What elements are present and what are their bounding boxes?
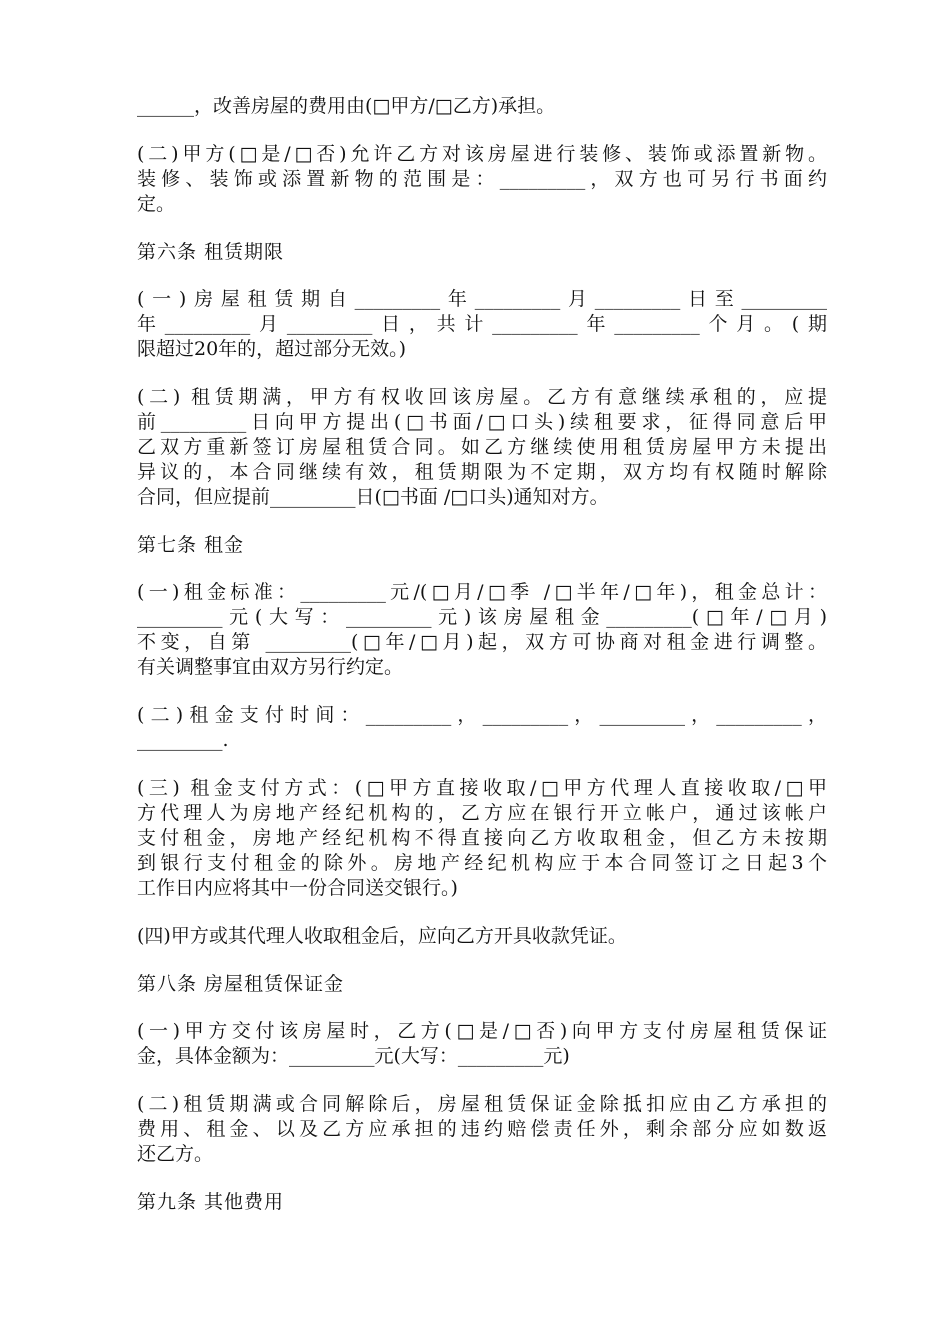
text-line: 定。 <box>137 193 176 215</box>
article-9-heading <box>137 1190 827 1215</box>
text-line: 还乙方。 <box>137 1143 214 1165</box>
text-line: 装修、装饰或添置新物的范围是：_________，双方也可另行书面约 <box>137 168 827 190</box>
text-line: (一)房屋租赁期自_________年_________月_________日至_________ <box>137 288 827 310</box>
text-line: 乙双方重新签订房屋租赁合同。如乙方继续使用租赁房屋甲方未提出 <box>137 436 827 458</box>
text-line: (一)租金标准：_________元/(□月/□季 /□半年/□年)，租金总计： <box>137 581 827 603</box>
text-line: 费用、租金、以及乙方应承担的违约赔偿责任外，剩余部分应如数返 <box>137 1118 827 1140</box>
section-heading: 第七条 租金 <box>137 534 245 556</box>
text-line: (三) 租金支付方式：(□甲方直接收取/□甲方代理人直接收取/□甲 <box>137 777 827 799</box>
clause-lease-renewal <box>137 385 827 510</box>
clause-improvement-cost <box>137 94 827 119</box>
text-line: _________. <box>137 729 229 751</box>
text-line: (二)租金支付时间：_________，_________，_________，_________， <box>137 704 827 726</box>
text-line: (四)甲方或其代理人收取租金后，应向乙方开具收款凭证。 <box>137 925 627 947</box>
text-line: 年_________月_________日，共计_________年_________个月。(期 <box>137 313 827 335</box>
clause-lease-term <box>137 287 827 362</box>
clause-deposit-payment <box>137 1019 827 1069</box>
clause-decoration-permission <box>137 142 827 217</box>
text-line: _________元(大写：_________元)该房屋租金_________(□年/□月) <box>137 606 827 628</box>
section-heading: 第六条 租赁期限 <box>137 241 285 263</box>
clause-deposit-refund <box>137 1092 827 1167</box>
text-line: 限超过20年的，超过部分无效。) <box>137 338 407 360</box>
text-line: (一)甲方交付该房屋时，乙方(□是/□否)向甲方支付房屋租赁保证 <box>137 1020 827 1042</box>
text-line: ______，改善房屋的费用由(□甲方/□乙方)承担。 <box>137 95 556 117</box>
text-line: 前_________日向甲方提出(□书面/□口头)续租要求，征得同意后甲 <box>137 411 827 433</box>
clause-rent-payment-time <box>137 703 827 753</box>
text-line: 异议的，本合同继续有效，租赁期限为不定期，双方均有权随时解除 <box>137 461 827 483</box>
text-line: (二) 租赁期满，甲方有权收回该房屋。乙方有意继续承租的，应提 <box>137 386 827 408</box>
text-line: 到银行支付租金的除外。房地产经纪机构应于本合同签订之日起3个 <box>137 852 827 874</box>
clause-rent-receipt <box>137 924 827 949</box>
article-7-heading <box>137 533 827 558</box>
clause-rent-standard <box>137 580 827 680</box>
text-line: 有关调整事宜由双方另行约定。 <box>137 656 404 678</box>
section-heading: 第九条 其他费用 <box>137 1191 285 1213</box>
contract-page <box>137 94 827 1237</box>
text-line: 不变，自第 _________(□年/□月)起，双方可协商对租金进行调整。 <box>137 631 827 653</box>
text-line: 合同，但应提前_________日(□书面 /□口头)通知对方。 <box>137 486 609 508</box>
clause-rent-payment-method <box>137 776 827 901</box>
text-line: 工作日内应将其中一份合同送交银行。) <box>137 877 458 899</box>
article-6-heading <box>137 240 827 265</box>
text-line: 支付租金，房地产经纪机构不得直接向乙方收取租金，但乙方未按期 <box>137 827 827 849</box>
text-line: (二)租赁期满或合同解除后，房屋租赁保证金除抵扣应由乙方承担的 <box>137 1093 827 1115</box>
text-line: (二)甲方(□是/□否)允许乙方对该房屋进行装修、装饰或添置新物。 <box>137 143 827 165</box>
article-8-heading <box>137 972 827 997</box>
text-line: 方代理人为房地产经纪机构的，乙方应在银行开立帐户，通过该帐户 <box>137 802 827 824</box>
text-line: 金，具体金额为：_________元(大写：_________元) <box>137 1045 570 1067</box>
section-heading: 第八条 房屋租赁保证金 <box>137 973 345 995</box>
